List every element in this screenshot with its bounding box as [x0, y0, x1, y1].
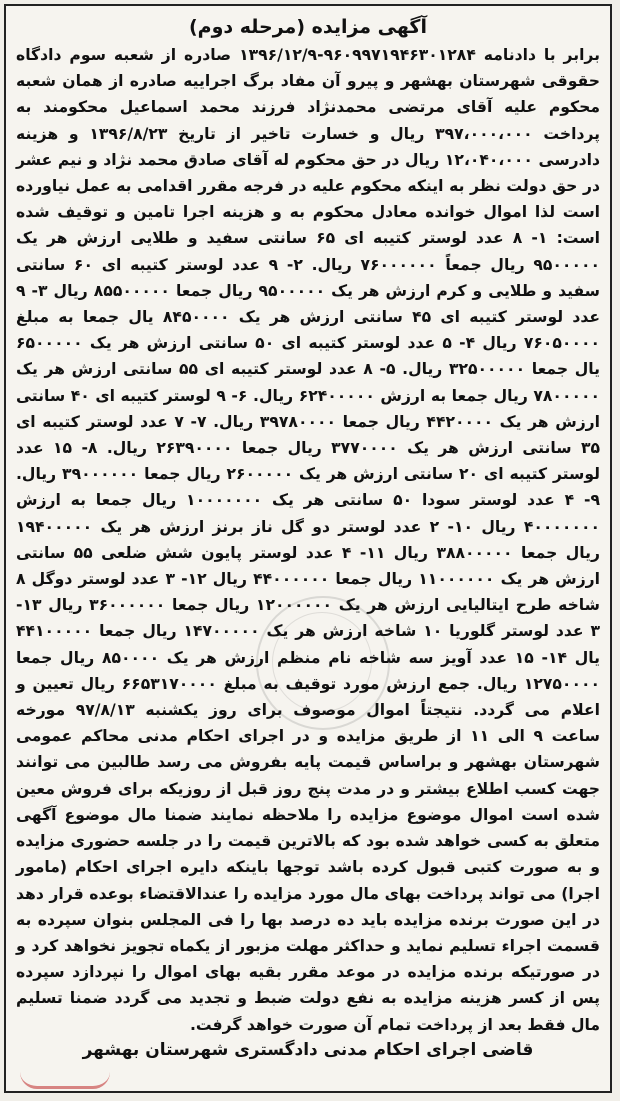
- auction-notice: [4, 4, 612, 1093]
- red-ink-mark: [20, 1072, 110, 1089]
- notice-body: برابر با دادنامه ۹۶۰۹۹۷۱۹۴۶۳۰۱۲۸۴-۱۳۹۶/۱۲/۹ صادره از شعبه سوم دادگاه حقوقی شهرستان بهشهر و پیرو آن مفاد برگ اجراییه صادره از همان شعبه محکوم علیه آقای مرتضی محمدنژاد فرزند محمد اسماعیل محکومند به پرداخت ۳۹۷،۰۰۰،۰۰۰ ریال و خسارت تاخیر از تاریخ ۱۳۹۶/۸/۲۳ و هزینه دادرسی ۱۲،۰۴۰،۰۰۰ ریال در حق محکوم له آقای صادق محمد نژاد و نیم عشر در حق دولت نظر به اینکه محکوم علیه در فرجه مقرر اقدامی به عمل نیاورده است لذا اموال خوانده معادل محکوم به و هزینه اجرا تامین و توقیف شده است: ۱- ۸ عدد لوستر کتیبه ای ۶۵ سانتی سفید و طلایی ارزش هر یک ۹۵۰۰۰۰۰ ریال جمعاً ۷۶۰۰۰۰۰۰ ریال. ۲- ۹ عدد لوستر کتیبه ای ۶۰ سانتی سفید و طلایی و کرم ارزش هر یک ۹۵۰۰۰۰۰ ریال جمعا ۸۵۵۰۰۰۰۰ ریال ۳- ۹ عدد لوستر کتیبه ای ۴۵ سانتی ارزش هر یک ۸۴۵۰۰۰۰ یال جمعا به مبلغ ۷۶۰۵۰۰۰۰ ریال ۴- ۵ عدد لوستر کتیبه ای ۵۰ سانتی ارزش هر یک ۶۵۰۰۰۰۰ یال جمعا ۳۲۵۰۰۰۰۰ ریال. ۵- ۸ عدد لوستر کتیبه ای ۵۵ سانتی ارزش هر یک ۷۸۰۰۰۰۰ ریال جمعا به ارزش ۶۲۴۰۰۰۰۰ ریال. ۶- ۹ لوستر کتیبه ای ۴۰ سانتی ارزش هر یک ۴۴۲۰۰۰۰ ریال جمعا ۳۹۷۸۰۰۰۰ ریال. ۷- ۷ عدد لوستر کتیبه ای ۳۵ سانتی ارزش هر یک ۳۷۷۰۰۰۰ ریال جمعا ۲۶۳۹۰۰۰۰ ریال. ۸- ۱۵ عدد لوستر کتیبه ای ۲۰ سانتی ارزش هر یک ۲۶۰۰۰۰۰ ریال جمعا ۳۹۰۰۰۰۰۰ ریال. ۹- ۴ عدد لوستر سودا ۵۰ سانتی هر یک ۱۰۰۰۰۰۰۰ ریال جمعا به ارزش ۴۰۰۰۰۰۰۰ ریال ۱۰- ۲ عدد لوستر دو گل ناز برنز ارزش هر یک ۱۹۴۰۰۰۰۰ ریال جمعا ۳۸۸۰۰۰۰۰ ریال ۱۱- ۴ عدد لوستر پایون شش ضلعی ۵۵ سانتی ارزش هر یک ۱۱۰۰۰۰۰۰ ریال جمعا ۴۴۰۰۰۰۰۰ ریال ۱۲- ۳ عدد لوستر دوگل ۸ شاخه طرح ایتالیایی ارزش هر یک ۱۲۰۰۰۰۰۰ ریال جمعا ۳۶۰۰۰۰۰۰ ریال ۱۳- ۳ عدد لوستر گلوریا ۱۰ شاخه ارزش هر یک ۱۴۷۰۰۰۰۰ ریال جمعا ۴۴۱۰۰۰۰۰ یال ۱۴- ۱۵ عدد آویز سه شاخه نام منظم ارزش هر یک ۸۵۰۰۰۰ ریال جمعا ۱۲۷۵۰۰۰۰ ریال. جمع ارزش مورد توقیف به مبلغ ۶۶۵۳۱۷۰۰۰۰ ریال تعیین و اعلام می گردد. نتیجتاً اموال موصوف برای روز یکشنبه ۹۷/۸/۱۳ مورخه ساعت ۹ الی ۱۱ از طریق مزایده و در اجرای احکام مدنی محاکم عمومی شهرستان بهشهر و براساس قیمت پایه بفروش می رسد طالبین می توانند جهت کسب اطلاع بیشتر و در مدت پنج روز قبل از روزیکه برای فروش معین شده است اموال موضوع مزایده را ملاحظه نمایند ضمنا مال موضوع آگهی متعلق به کسی خواهد شده بود که بالاترین قیمت را در جلسه حضوری مزایده و به صورت کتبی قبول کرده باشد توجها باینکه دایره اجرای احکام (مامور اجرا) می تواند پرداخت بهای مال مورد مزایده را عندالاقتضاء بوعده قرار دهد در این صورت برنده مزایده باید ده درصد بها را فی المجلس بنوان سپرده به قسمت اجراء تسلیم نماید و حداکثر مهلت مزبور از یکماه تجویز نخواهد کرد و در صورتیکه برنده مزایده در موعد مقرر بقیه بهای اموال را نپردازد سپرده پس از کسر هزینه مزایده به نفع دولت ضبط و تجدید می گردد ضمنا تسلیم مال فقط بعد از پرداخت تمام آن صورت خواهد گرفت.: [16, 46, 601, 1034]
- notice-signature: قاضی اجرای احکام مدنی دادگستری شهرستان بهشهر: [82, 1039, 534, 1060]
- notice-title: آگهی مزایده (مرحله دوم): [188, 16, 427, 38]
